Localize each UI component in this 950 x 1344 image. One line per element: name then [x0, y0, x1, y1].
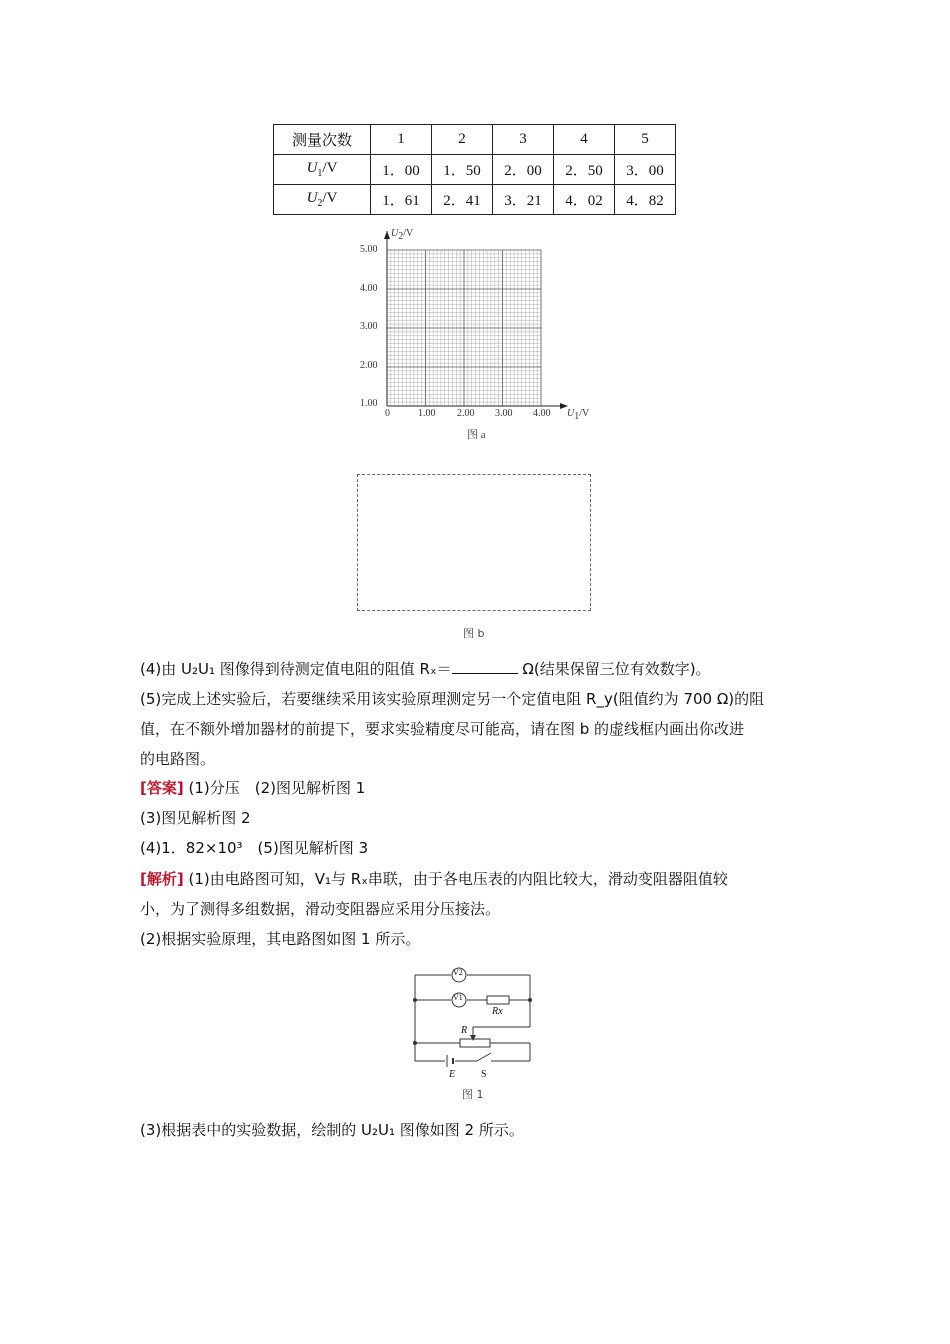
table-row: [274, 125, 676, 155]
question-4: [140, 654, 812, 684]
q4-text-a: (4)由 U₂U₁ 图像得到待测定值电阻的阻值 Rₓ＝: [140, 660, 452, 678]
graph-caption: 图 a: [467, 429, 486, 441]
figure-1-caption: 图 1: [462, 1088, 484, 1101]
analysis-tag: [解析]: [140, 870, 184, 888]
x-tick-label: 0: [385, 408, 390, 419]
y-axis-label: $U_2/V$: [391, 228, 414, 242]
grid-lines: [387, 250, 541, 406]
rheostat-r: [460, 1039, 490, 1047]
y-tick-label: 1.00: [360, 398, 378, 409]
q4-text-b: Ω(结果保留三位有效数字)。: [517, 660, 711, 678]
answer-blank: [452, 659, 518, 674]
question-5: [140, 684, 812, 774]
q5-line: 的电路图。: [140, 750, 216, 768]
y-tick-label: 4.00: [360, 283, 378, 294]
answer-tag: [答案]: [140, 779, 184, 797]
answer-line: (1)分压 (2)图见解析图 1: [188, 779, 366, 797]
table-cell: 2．41: [432, 185, 493, 215]
x-tick-label: 2.00: [457, 408, 475, 419]
table-cell: 4．02: [554, 185, 615, 215]
rx-label: Rx: [492, 1006, 503, 1017]
analysis-line: (1)由电路图可知，V₁与 Rₓ串联，由于各电压表的内阻比较大，滑动变阻器阻值较: [188, 870, 728, 888]
v1-label: V1: [453, 993, 463, 1002]
answer-line: (4)1．82×10³ (5)图见解析图 3: [140, 839, 369, 857]
table-header-cell: 3: [493, 125, 554, 155]
q5-line: 值，在不额外增加器材的前提下，要求实验精度尽可能高，请在图 b 的虚线框内画出你改进: [140, 720, 745, 738]
row-label-u1: $U_1/V$: [274, 155, 371, 185]
table-cell: 2．00: [493, 155, 554, 185]
table-cell: 1．50: [432, 155, 493, 185]
y-tick-label: 5.00: [360, 244, 378, 255]
table-header-cell: 1: [371, 125, 432, 155]
x-tick-label: 4.00: [533, 408, 551, 419]
measurement-table: [273, 124, 676, 215]
slider-arrow-icon: [470, 1035, 476, 1041]
circuit-svg: [405, 965, 545, 1100]
analysis-line: (2)根据实验原理，其电路图如图 1 所示。: [140, 930, 421, 948]
analysis-line-3: (3)根据表中的实验数据，绘制的 U₂U₁ 图像如图 2 所示。: [140, 1121, 524, 1139]
table-cell: 3．00: [615, 155, 676, 185]
v2-label: V2: [453, 968, 463, 977]
table-header-cell: 测量次数: [274, 125, 371, 155]
table-cell: 2．50: [554, 155, 615, 185]
y-tick-label: 3.00: [360, 321, 378, 332]
r-label: R: [461, 1025, 468, 1036]
table-cell: 3．21: [493, 185, 554, 215]
table-header-cell: 4: [554, 125, 615, 155]
x-tick-label: 3.00: [495, 408, 513, 419]
table-header-cell: 2: [432, 125, 493, 155]
x-axis-label: $U_1/V$: [567, 408, 590, 422]
analysis-line: 小，为了测得多组数据，滑动变阻器应采用分压接法。: [140, 900, 501, 918]
y-tick-label: 2.00: [360, 360, 378, 371]
row-label-u2: $U_2/V$: [274, 185, 371, 215]
figure-b-caption: 图 b: [463, 627, 485, 640]
drawing-area-box: [357, 474, 591, 611]
table-row: [274, 185, 676, 215]
table-cell: 4．82: [615, 185, 676, 215]
resistor-rx: [487, 996, 509, 1004]
table-cell: 1．61: [371, 185, 432, 215]
answer-line: (3)图见解析图 2: [140, 809, 251, 827]
answer-section: [140, 773, 812, 863]
analysis-section: [140, 864, 812, 954]
table-cell: 1．00: [371, 155, 432, 185]
e-label: E: [449, 1069, 456, 1080]
x-tick-label: 1.00: [418, 408, 436, 419]
table-header-cell: 5: [615, 125, 676, 155]
graph-figure-a: [355, 226, 605, 446]
circuit-diagram-figure-1: [405, 965, 545, 1100]
s-label: S: [481, 1069, 487, 1080]
q5-line: (5)完成上述实验后，若要继续采用该实验原理测定另一个定值电阻 R_y(阻值约为 700 Ω)的阻: [140, 690, 765, 708]
table-row: [274, 155, 676, 185]
